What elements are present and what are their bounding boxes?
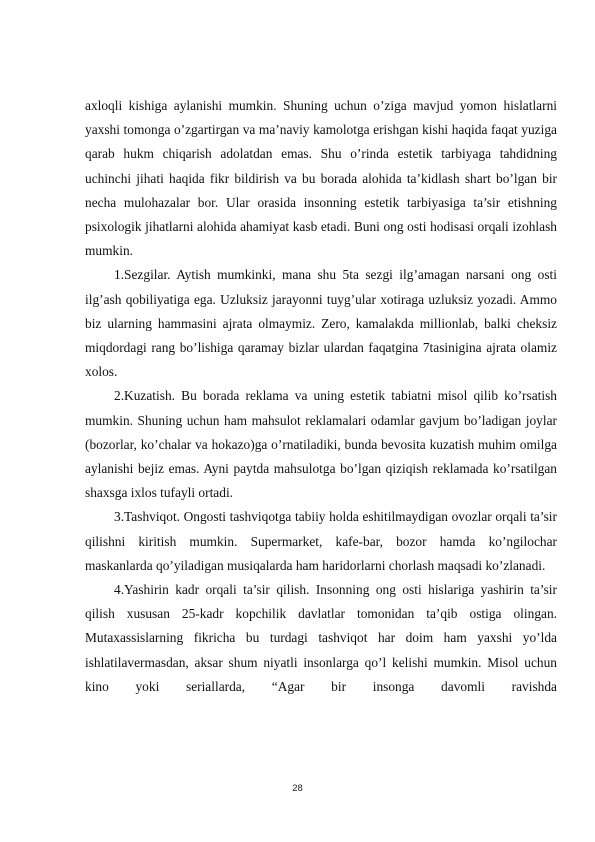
document-body: [85, 94, 557, 699]
paragraph-yashirin-kadr: 4.Yashirin kadr orqali ta’sir qilish. Insonning ong osti hislariga yashirin ta’sir qilish xususan 25-kadr kopchilik davlatlar tomonidan ta’qib ostiga olingan. Mutaxassislarning fikricha bu turdagi tashviqot har doim ham yaxshi yo’lda ishlatilavermasdan, aksar shum niyatli insonlarga qo’l kelishi mumkin. Misol uchun kino yoki seriallarda, “Agar bir insonga davomli ravishda: [85, 582, 557, 694]
paragraph-continuation: axloqli kishiga aylanishi mumkin. Shuning uchun o’ziga mavjud yomon hislatlarni yaxshi tomonga o’zgartirgan va ma’naviy kamolotga erishgan kishi haqida faqat yuziga qarab hukm chiqarish adolatdan emas. Shu o’rinda estetik tarbiyaga tahdidning uchinchi jihati haqida fikr bildirish va bu borada alohida ta’kidlash shart bo’lgan bir necha mulohazalar bor. Ular orasida insonning estetik tarbiyasiga ta’sir etishning psixologik jihatlarni alohida ahamiyat kasb etadi. Buni ong osti hodisasi orqali izohlash mumkin.: [85, 98, 557, 259]
paragraph-sezgilar: 1.Sezgilar. Aytish mumkinki, mana shu 5ta sezgi ilg’amagan narsani ong osti ilg’ash qobiliyatiga ega. Uzluksiz jarayonni tuyg’ular xotiraga uzluksiz yozadi. Ammo biz ularning hammasini ajrata olmaymiz. Zero, kamalakda millionlab, balki cheksiz miqdordagi rang bo’lishiga qaramay bizlar ulardan faqatgina 7tasinigina ajrata olamiz xolos.: [85, 267, 557, 380]
paragraph-kuzatish: 2.Kuzatish. Bu borada reklama va uning estetik tabiatni misol qilib ko’rsatish mumkin. Shuning uchun ham mahsulot reklamalari odamlar gavjum bo’ladigan joylar (bozorlar, ko’chalar va hokazo)ga o’rnatiladiki, bunda bevosita kuzatish muhim omilga aylanishi bejiz emas. Ayni paytda mahsulotga bo’lgan qiziqish reklamada ko’rsatilgan shaxsga ixlos tufayli ortadi.: [85, 388, 557, 501]
page-number: 28: [292, 783, 303, 794]
paragraph-tashviqot: 3.Tashviqot. Ongosti tashviqotga tabiiy holda eshitilmaydigan ovozlar orqali ta’sir qilishni kiritish mumkin. Supermarket, kafe-bar, bozor hamda ko’ngilochar maskanlarda qo’yiladigan musiqalarda ham haridorlarni chorlash maqsadi ko’zlanadi.: [85, 509, 557, 573]
